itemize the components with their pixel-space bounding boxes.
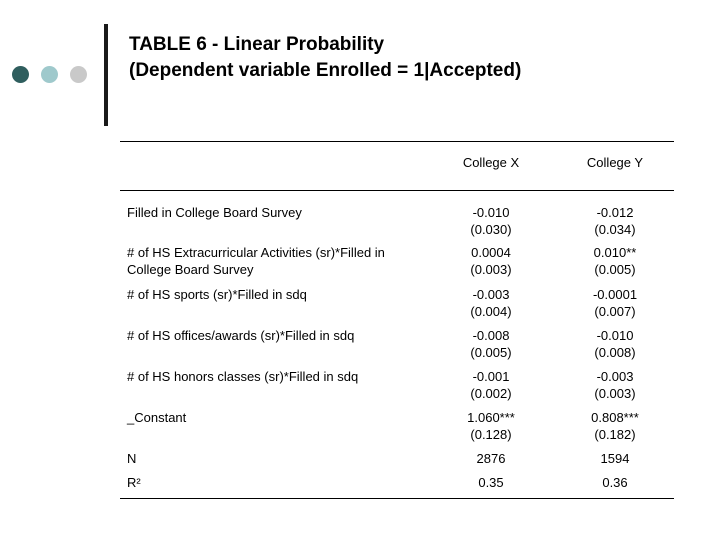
slide-title [129,32,521,84]
column-header-college-x: College X [462,155,520,170]
row-label: # of HS offices/awards (sr)*Filled in sdq [127,328,355,343]
cell-college-y: 0.36 [602,475,628,490]
cell-college-y: 0.010** (0.005) [593,245,637,277]
table-row [120,327,674,368]
table-row [120,450,674,474]
table-row [120,409,674,450]
row-label: R² [127,475,141,490]
cell-college-x: -0.001 (0.002) [470,369,512,401]
table-row [120,474,674,499]
table-header [120,141,674,191]
cell-college-x: 2876 [476,451,506,466]
decorative-vertical-bar [104,24,108,126]
cell-college-x: -0.010 (0.030) [470,205,512,237]
table-row [120,368,674,409]
row-label: # of HS sports (sr)*Filled in sdq [127,287,307,302]
cell-college-y: -0.003 (0.003) [594,369,636,401]
row-label: N [127,451,137,466]
decorative-dot-teal [41,66,58,83]
table-row [120,244,674,286]
row-label: # of HS Extracurricular Activities (sr)*Filled in College Board Survey [127,245,385,277]
title-line-2: (Dependent variable Enrolled = 1|Accepted) [129,60,522,81]
row-label: # of HS honors classes (sr)*Filled in sdq [127,369,359,384]
cell-college-x: 1.060*** (0.128) [467,410,515,442]
cell-college-x: -0.008 (0.005) [470,328,512,360]
table-row [120,204,674,244]
row-label: _Constant [127,410,187,425]
cell-college-y: 1594 [600,451,630,466]
cell-college-x: 0.0004 (0.003) [470,245,512,277]
cell-college-x: 0.35 [478,475,504,490]
decorative-dot-dark [12,66,29,83]
decorative-dot-gray [70,66,87,83]
cell-college-y: -0.010 (0.008) [594,328,636,360]
table-row [120,286,674,327]
row-label: Filled in College Board Survey [127,205,302,220]
cell-college-x: -0.003 (0.004) [470,287,512,319]
column-header-college-y: College Y [586,155,644,170]
cell-college-y: -0.0001 (0.007) [592,287,638,319]
regression-table [120,141,674,499]
cell-college-y: 0.808*** (0.182) [591,410,639,442]
title-line-1: TABLE 6 - Linear Probability [129,34,385,55]
cell-college-y: -0.012 (0.034) [594,205,636,237]
